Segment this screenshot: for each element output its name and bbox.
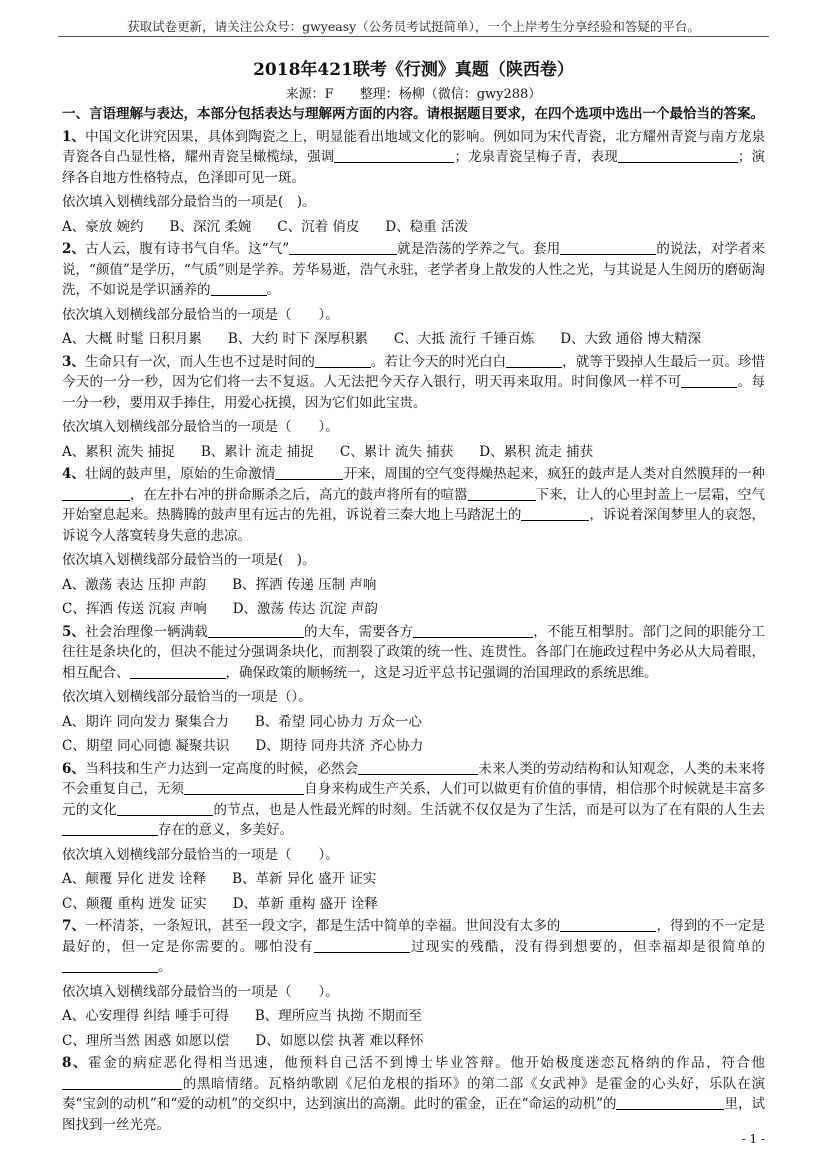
question-4: 4、壮阔的鼓声里，原始的生命激情 开来，周围的空气变得燥热起来，疯狂的鼓声是人类对自然膜拜的一种，在左扑右冲的拼命厮杀之后，高亢的鼓声将所有的喧嚣 下来，让人的心里封盖上一层霜，空气开始窒息起来。热腾腾的鼓声里有远古的先祖，诉说着三秦大地上马踏泥土的 ，诉说着深闺梦里人的哀怨，诉说今人落寞转身失意的悲凉。 — [62, 466, 766, 544]
question-1: 1、中国文化讲究因果，具体到陶瓷之上，明显能看出地域文化的影响。例如同为宋代青瓷，北方耀州青瓷与南方龙泉青瓷各自凸显性格，耀州青瓷呈橄榄绿，强调 ；龙泉青瓷呈梅子青，表现 ；演绎各自地方性格特点，色泽即可见一斑。 — [62, 128, 766, 186]
question-prompt: 依次填入划横线部分最恰当的一项是( )。 — [62, 552, 316, 568]
option-b: B、大约 时下 深厚积累 — [227, 331, 368, 347]
option-a: A、心安理得 纠结 唾手可得 — [62, 1008, 229, 1024]
question-number: 2、 — [62, 241, 86, 257]
question-number: 3、 — [62, 353, 85, 370]
option-a: A、期许 同向发力 聚集合力 — [62, 713, 229, 730]
source-line: 来源：F 整理：杨柳（微信：gwy288） — [285, 87, 542, 102]
question-5: 5、社会治理像一辆满载 的大车，需要各方 ，不能互相掣肘。部门之间的职能分工往往是条块化的，但决不能过分强调条块化，而割裂了政策的统一性、连贯性。各部门在施政过程中务必从大局着眼，相互配合、 ，确保政策的顺畅统一，这是习近平总书记强调的治国理政的系统思维。 — [62, 623, 766, 681]
section-heading: 一、言语理解与表达，本部分包括表达与理解两方面的内容。请根据题目要求，在四个选项中选出一个最恰当的答案。 — [62, 106, 764, 122]
question-2: 2、古人云，腹有诗书气自华。这“气” 就是浩荡的学养之气。套用 的说法，对学者来说，“颜值”是学历，“气质”则是学养。芳华易逝，浩气永驻，老学者身上散发的人性之光，与其说是人生阅历的磨砺淘洗，不如说是学识涵养的 。 — [62, 241, 766, 298]
question-6: 6、当科技和生产力达到一定高度的时候，必然会 未来人类的劳动结构和认知观念，人类的未来将不会重复自己，无须 自身来构成生产关系，人们可以做更有价值的事情，相信那个时候就是丰富多元的文化 的节点，也是人性最光辉的时刻。生活就不仅仅是为了生活，而是可以为了在有限的人生去存在的意义，多美好。 — [62, 760, 766, 838]
option-a: A、累积 流失 捕捉 — [62, 443, 175, 460]
fill-blank — [616, 1095, 724, 1110]
option-d: D、如愿以偿 执著 难以释怀 — [255, 1032, 424, 1049]
option-a: A、大概 时髦 日积月累 — [62, 331, 202, 347]
option-d: D、累积 流走 捕获 — [479, 443, 594, 460]
fill-blank — [62, 958, 158, 973]
option-c: C、沉着 俏皮 — [277, 218, 360, 235]
option-c: C、理所当然 困惑 如愿以偿 — [62, 1032, 230, 1049]
question-number: 4、 — [62, 466, 86, 482]
fill-blank — [314, 938, 410, 953]
question-options — [62, 894, 765, 915]
question-3: 3、生命只有一次，而人生也不过是时间的 。若让今天的时光白白 ，就等于毁掉人生最后一页。珍惜今天的一分一秒，因为它们将一去不复返。人无法把今天存入银行，明天再来取用。时间像风一样不可 。每一分一秒，要用双手捧住，用爱心抚摸，因为它们如此宝贵。 — [62, 353, 766, 411]
fill-blank — [468, 486, 536, 501]
fill-blank — [358, 760, 478, 775]
question-number: 6、 — [62, 760, 86, 777]
content-body — [62, 104, 765, 1135]
fill-blank — [681, 373, 737, 388]
fill-blank — [315, 353, 371, 368]
fill-blank — [184, 780, 304, 795]
option-a: A、颠覆 异化 迸发 诠释 — [62, 871, 207, 887]
question-options — [62, 329, 765, 350]
fill-blank — [413, 623, 533, 638]
question-prompt: 依次填入划横线部分最恰当的一项是（ ）。 — [62, 846, 339, 863]
fill-blank — [130, 664, 226, 679]
question-number: 8、 — [62, 1055, 89, 1071]
question-number: 7、 — [62, 918, 86, 934]
fill-blank — [521, 506, 589, 521]
fill-blank — [62, 1075, 182, 1090]
header-divider — [58, 36, 769, 37]
question-options — [62, 217, 765, 238]
option-c: C、大抵 流行 千锤百炼 — [393, 331, 535, 347]
fill-blank — [560, 917, 656, 932]
option-a: A、豪放 婉约 — [62, 218, 144, 235]
header-notice: 获取试卷更新，请关注公众号：gwyeasy（公务员考试挺简单），一个上岸考生分享经验和答疑的平台。 — [127, 19, 700, 34]
option-b: B、理所应当 执拗 不期而至 — [254, 1008, 422, 1024]
fill-blank — [62, 821, 158, 836]
question-number: 1、 — [62, 128, 86, 145]
option-a: A、激荡 表达 压抑 声韵 — [62, 576, 207, 593]
option-d: D、期待 同舟共济 齐心协力 — [255, 738, 424, 754]
option-c: C、期望 同心同德 凝聚共识 — [62, 738, 230, 754]
option-c: C、挥洒 传送 沉寂 声响 — [62, 601, 207, 617]
fill-blank — [506, 353, 562, 368]
fill-blank — [62, 486, 130, 501]
question-prompt: 依次填入划横线部分最恰当的一项是（ ）。 — [62, 419, 339, 435]
page-title: 2018年421联考《行测》真题（陕西卷） — [253, 60, 574, 80]
fill-blank — [211, 281, 267, 296]
option-d: D、激荡 传达 沉淀 声韵 — [232, 601, 378, 617]
option-b: B、累计 流走 捕捉 — [200, 443, 314, 460]
question-options — [62, 1031, 765, 1052]
fill-blank — [208, 623, 304, 638]
question-options — [62, 1006, 765, 1027]
option-d: D、革新 重构 盛开 诠释 — [232, 895, 378, 912]
question-options — [62, 599, 765, 620]
option-b: B、深沉 柔婉 — [169, 218, 252, 235]
question-number: 5、 — [62, 623, 86, 640]
question-options — [62, 869, 765, 890]
fill-blank — [618, 148, 738, 163]
option-c: C、累计 流失 捕获 — [339, 443, 454, 460]
fill-blank — [289, 240, 397, 255]
option-b: B、革新 异化 盛开 证实 — [232, 871, 377, 887]
question-options — [62, 712, 765, 733]
option-c: C、颠覆 重构 迸发 证实 — [62, 895, 207, 912]
fill-blank — [560, 240, 656, 255]
question-prompt: 依次填入划横线部分最恰当的一项是（ ）。 — [62, 306, 339, 323]
page-number: - 1 - — [741, 1132, 765, 1146]
option-d: D、大致 通俗 博大精深 — [560, 331, 702, 347]
question-options — [62, 736, 765, 757]
question-prompt: 依次填入划横线部分最恰当的一项是( )。 — [62, 194, 316, 210]
option-b: B、希望 同心协力 万众一心 — [254, 713, 422, 730]
option-d: D、稳重 活泼 — [385, 218, 469, 235]
option-b: B、挥洒 传递 压制 声响 — [232, 576, 377, 593]
fill-blank — [334, 148, 454, 163]
question-7: 7、一杯清茶，一条短讯，甚至一段文字，都是生活中简单的幸福。世间没有太多的 ，得到的不一定是最好的，但一定是你需要的。哪怕没有 过现实的残酷，没有得到想要的，但幸福却是很简单的。 — [62, 918, 766, 975]
question-prompt: 依次填入划横线部分最恰当的一项是（ ）。 — [62, 983, 339, 1000]
question-options — [62, 575, 765, 596]
fill-blank — [117, 801, 213, 816]
question-prompt: 依次填入划横线部分最恰当的一项是（）。 — [62, 689, 312, 705]
question-options — [62, 442, 765, 463]
fill-blank — [275, 465, 343, 480]
question-8: 8、霍金的病症恶化得相当迅速，他预料自己活不到博士毕业答辩。他开始极度迷恋瓦格纳的作品，符合他的黑暗情绪。瓦格纳歌剧《尼伯龙根的指环》的第二部《女武神》是霍金的心头好，乐队在演奏“宝剑的动机”和“爱的动机”的交织中，达到演出的高潮。此时的霍金，正在“命运的动机”的 里，试图找到一丝光亮。 — [62, 1055, 765, 1133]
